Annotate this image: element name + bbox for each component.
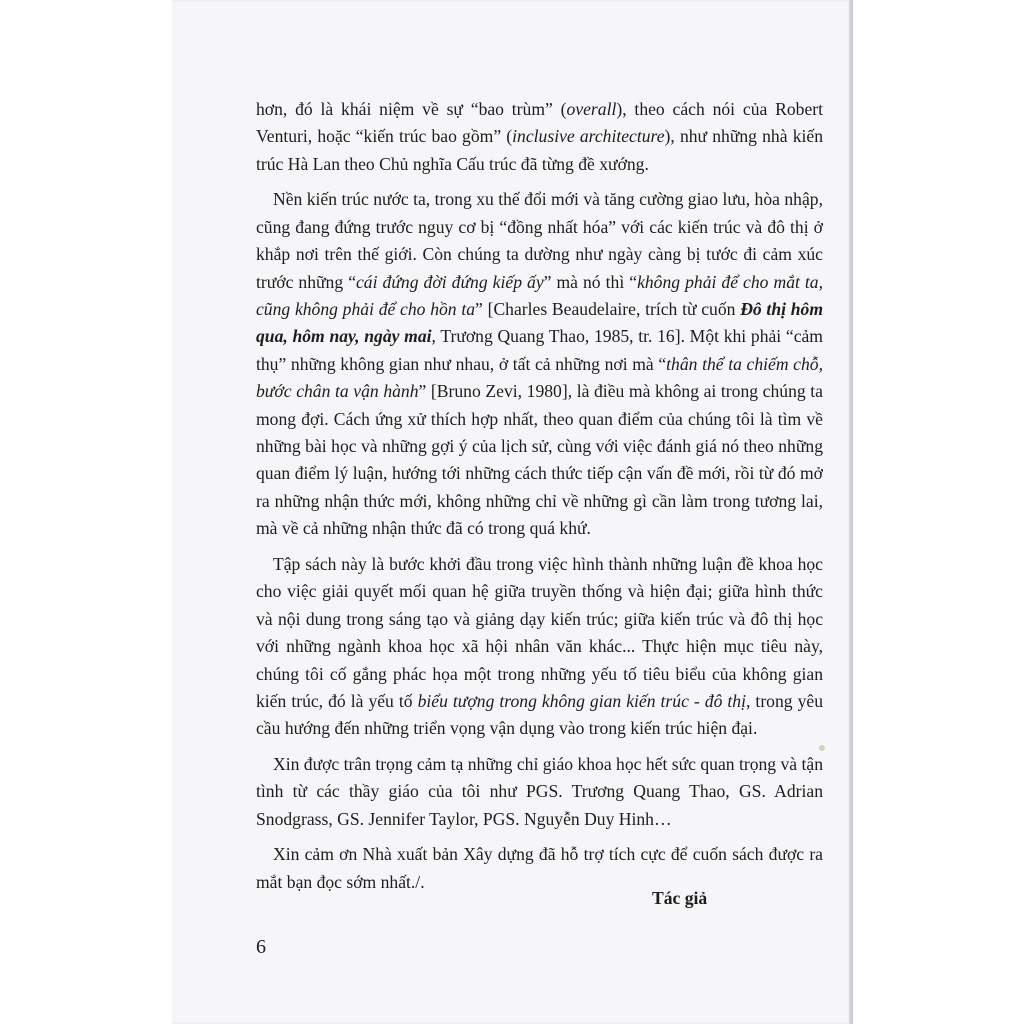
paragraph-1 xyxy=(256,96,823,178)
italic-run: inclusive architecture xyxy=(512,126,665,147)
body-text xyxy=(256,96,823,904)
text-run: ” [Bruno Zevi, 1980], là điều mà không ai trong chúng ta mong đợi. Cách ứng xử thích hợp nhất, theo quan điểm của chúng tôi là tìm về những bài học và những gợi ý của lịch sử, cùng với việc đánh giá nó theo những quan điểm lý luận, hướng tới những cách thức tiếp cận vấn đề mới, rồi từ đó mở ra những nhận thức mới, không những chỉ về những gì cần làm trong tương lai, mà về cả những nhận thức đã có trong quá khứ. xyxy=(256,381,823,539)
text-run: Nền kiến trúc nước ta, trong xu thế đổi mới và tăng cường giao lưu, hòa nhập, cũng đang đứng trước nguy cơ bị “đồng nhất hóa” với các kiến trúc và đô thị ở khắp nơi trên thế giới. Còn chúng ta dường như ngày càng bị tước đi cảm xúc trước những “ xyxy=(256,189,823,292)
paragraph-5 xyxy=(256,841,823,896)
page-edge-shadow xyxy=(849,0,853,1024)
text-run: ” mà nó thì “ xyxy=(543,271,638,292)
paragraph-2 xyxy=(256,186,823,542)
paragraph-3 xyxy=(256,551,823,743)
text-run: Xin được trân trọng cảm tạ những chỉ giáo khoa học hết sức quan trọng và tận tình từ các thầy giáo của tôi như PGS. Trương Quang Thao, GS. Adrian Snodgrass, GS. Jennifer Taylor, PGS. Nguyễn Duy Hinh… xyxy=(256,753,823,829)
paragraph-4 xyxy=(256,751,823,833)
text-run: ), theo cách nói của Robert Venturi, hoặc “kiến trúc bao gồm” ( xyxy=(256,99,823,147)
text-run: Xin cảm ơn Nhà xuất bản Xây dựng đã hỗ trợ tích cực để cuốn sách được ra mắt bạn đọc sớm nhất./. xyxy=(256,844,823,892)
text-run: Tập sách này là bước khởi đầu trong việc hình thành những luận đề khoa học cho việc giải quyết mối quan hệ giữa truyền thống và hiện đại; giữa hình thức và nội dung trong sáng tạo và giảng dạy kiến trúc; giữa kiến trúc và đô thị học với những ngành khoa học xã hội nhân văn khác... Thực hiện mục tiêu này, chúng tôi cố gắng phác họa một trong những yếu tố tiêu biểu của không gian kiến trúc, đó là yếu tố xyxy=(256,553,823,711)
italic-run: thân thể ta chiếm chỗ, bước chân ta vận hành xyxy=(256,353,823,402)
author-signature: Tác giả xyxy=(652,888,708,908)
page-number: 6 xyxy=(256,936,266,958)
text-run: , trong yêu cầu hướng đến những triển vọng vận dụng vào trong kiến trúc hiện đại. xyxy=(256,690,823,739)
italic-run: cái đứng đời đứng kiếp ấy xyxy=(356,271,544,292)
bold-italic-title: Đô thị hôm qua, hôm nay, ngày mai xyxy=(256,299,824,347)
text-run: ” [Charles Beaudelaire, trích từ cuốn xyxy=(475,299,741,320)
italic-run: không phải để cho mắt ta, cũng không phải để cho hồn ta xyxy=(256,271,823,320)
text-run: , Trương Quang Thao, 1985, tr. 16]. Một khi phải “cảm thụ” những không gian như nhau, ở tất cả những nơi mà “ xyxy=(256,326,823,374)
italic-run: overall xyxy=(566,99,617,119)
italic-run: biểu tượng trong không gian kiến trúc - đô thị xyxy=(417,690,746,711)
text-run: ), như những nhà kiến trúc Hà Lan theo Chủ nghĩa Cấu trúc đã từng đề xướng. xyxy=(256,126,823,174)
text-run: hơn, đó là khái niệm về sự “bao trùm” ( xyxy=(256,99,567,119)
